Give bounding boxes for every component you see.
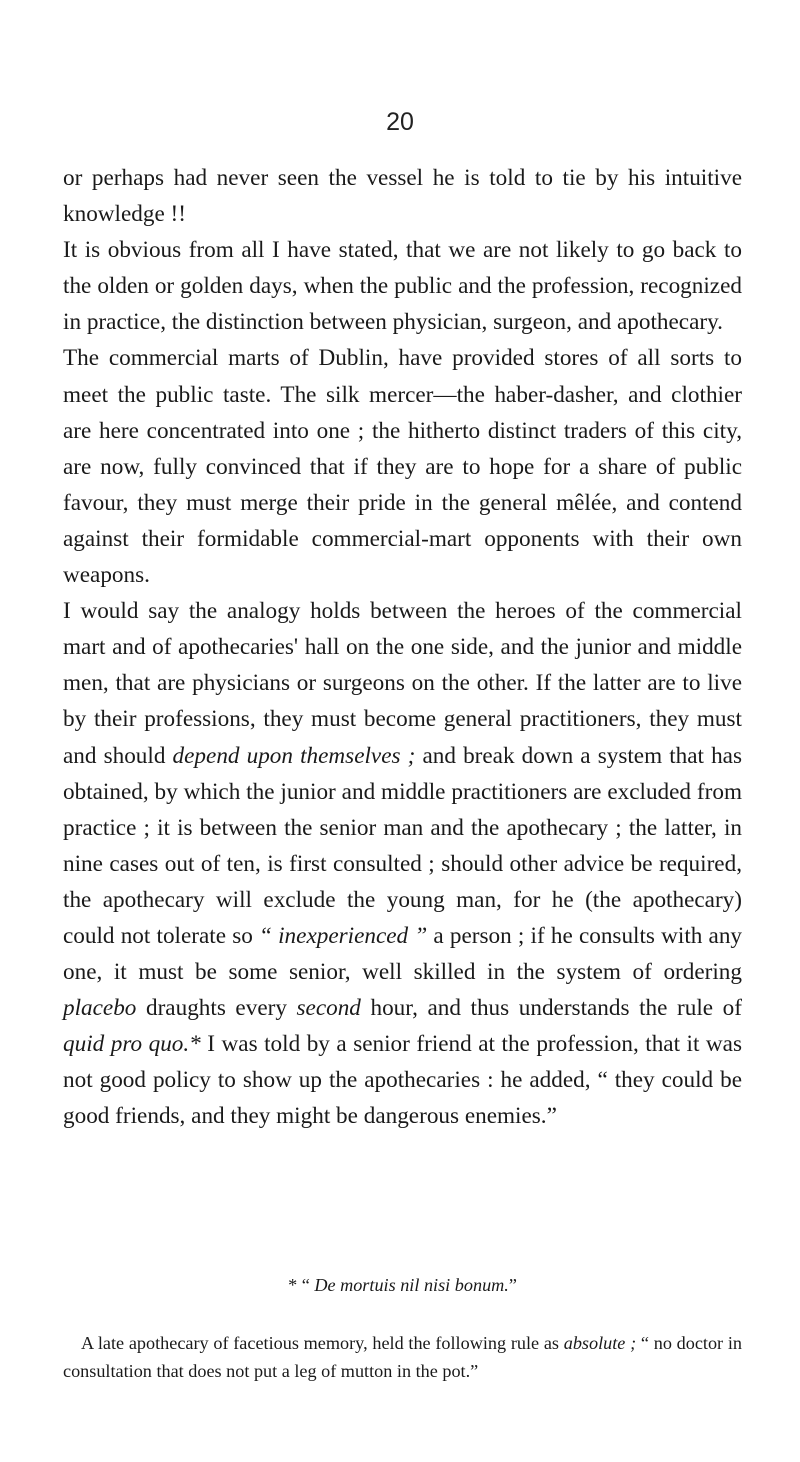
paragraph-4 <box>63 593 742 1134</box>
paragraph-2: It is obvious from all I have stated, that we are not likely to go back to the olden or golden days, when the public and the profession, recognized in practice, the distinction between physician, surgeon, and apothecary. <box>63 237 742 336</box>
footnote-latin-close: ” <box>508 1275 517 1295</box>
paragraph-4-text-2: and break down a system that has obtained, by which the junior and middle practitioners are excluded from practice ; it is between the senior man and the apothecary ; the latter, in nine cases out of ten, is first consulted ; should other advice be required, the apothecary will exclude the young man, for he (the apothecary) could not tolerate so <box>63 742 743 949</box>
footnotes <box>63 1271 742 1385</box>
paragraph-4-text-1: I would say the analogy holds between the heroes of the commercial mart and of apothecaries' hall on the one side, and the junior and middle men, that are physicians or surgeons on the other. If the latter are to live by their professions, they must become general practitioners, they must and should <box>63 598 742 769</box>
footnote-latin <box>63 1271 742 1299</box>
paragraph-4-italic-4: second <box>296 995 361 1022</box>
paragraph-3: The commercial marts of Dublin, have provided stores of all sorts to meet the public taste. The silk mercer—the haber-dasher, and clothier are here concentrated into one ; the hitherto distinct traders of this city, are now, fully convinced that if they are to hope for a share of public favour, they must merge their pride in the general mêlée, and contend against their formidable commercial-mart opponents with their own weapons. <box>63 345 742 589</box>
footnote-body-italic: absolute ; <box>563 1333 637 1353</box>
paragraph-4-italic-5: quid pro quo.* <box>63 1031 201 1058</box>
footnote-marker: * “ <box>288 1275 310 1295</box>
footnote-body-text-2: “ no doctor in consultation that does not put a leg of mutton in the pot.” <box>63 1333 742 1381</box>
paragraph-4-text-5: hour, and thus understands the rule of <box>360 995 742 1022</box>
page-number: 20 <box>386 108 414 136</box>
paragraph-1: or perhaps had never seen the vessel he is told to tie by his intuitive knowledge !! <box>63 165 742 228</box>
paragraph-4-text-6: I was told by a senior friend at the profession, that it was not good policy to show up the apothecaries : he added, “ they could be good friends, and they might be dangerous enemies.” <box>63 1031 742 1130</box>
paragraph-4-italic-1: depend upon themselves ; <box>172 742 416 769</box>
footnote-latin-text: De mortuis nil nisi bonum. <box>314 1275 509 1295</box>
body-text <box>63 160 742 1135</box>
paragraph-4-italic-2: “ inexperienced ” <box>259 922 428 949</box>
paragraph-4-italic-3: placebo <box>63 995 137 1022</box>
paragraph-4-text-4: draughts every <box>136 995 297 1022</box>
footnote-body <box>63 1329 742 1385</box>
footnote-body-text-1: A late apothecary of facetious memory, held the following rule as <box>81 1333 564 1353</box>
paragraph-4-text-3: a person ; if he consults with any one, it must be some senior, well skilled in the system of ordering <box>63 922 743 986</box>
